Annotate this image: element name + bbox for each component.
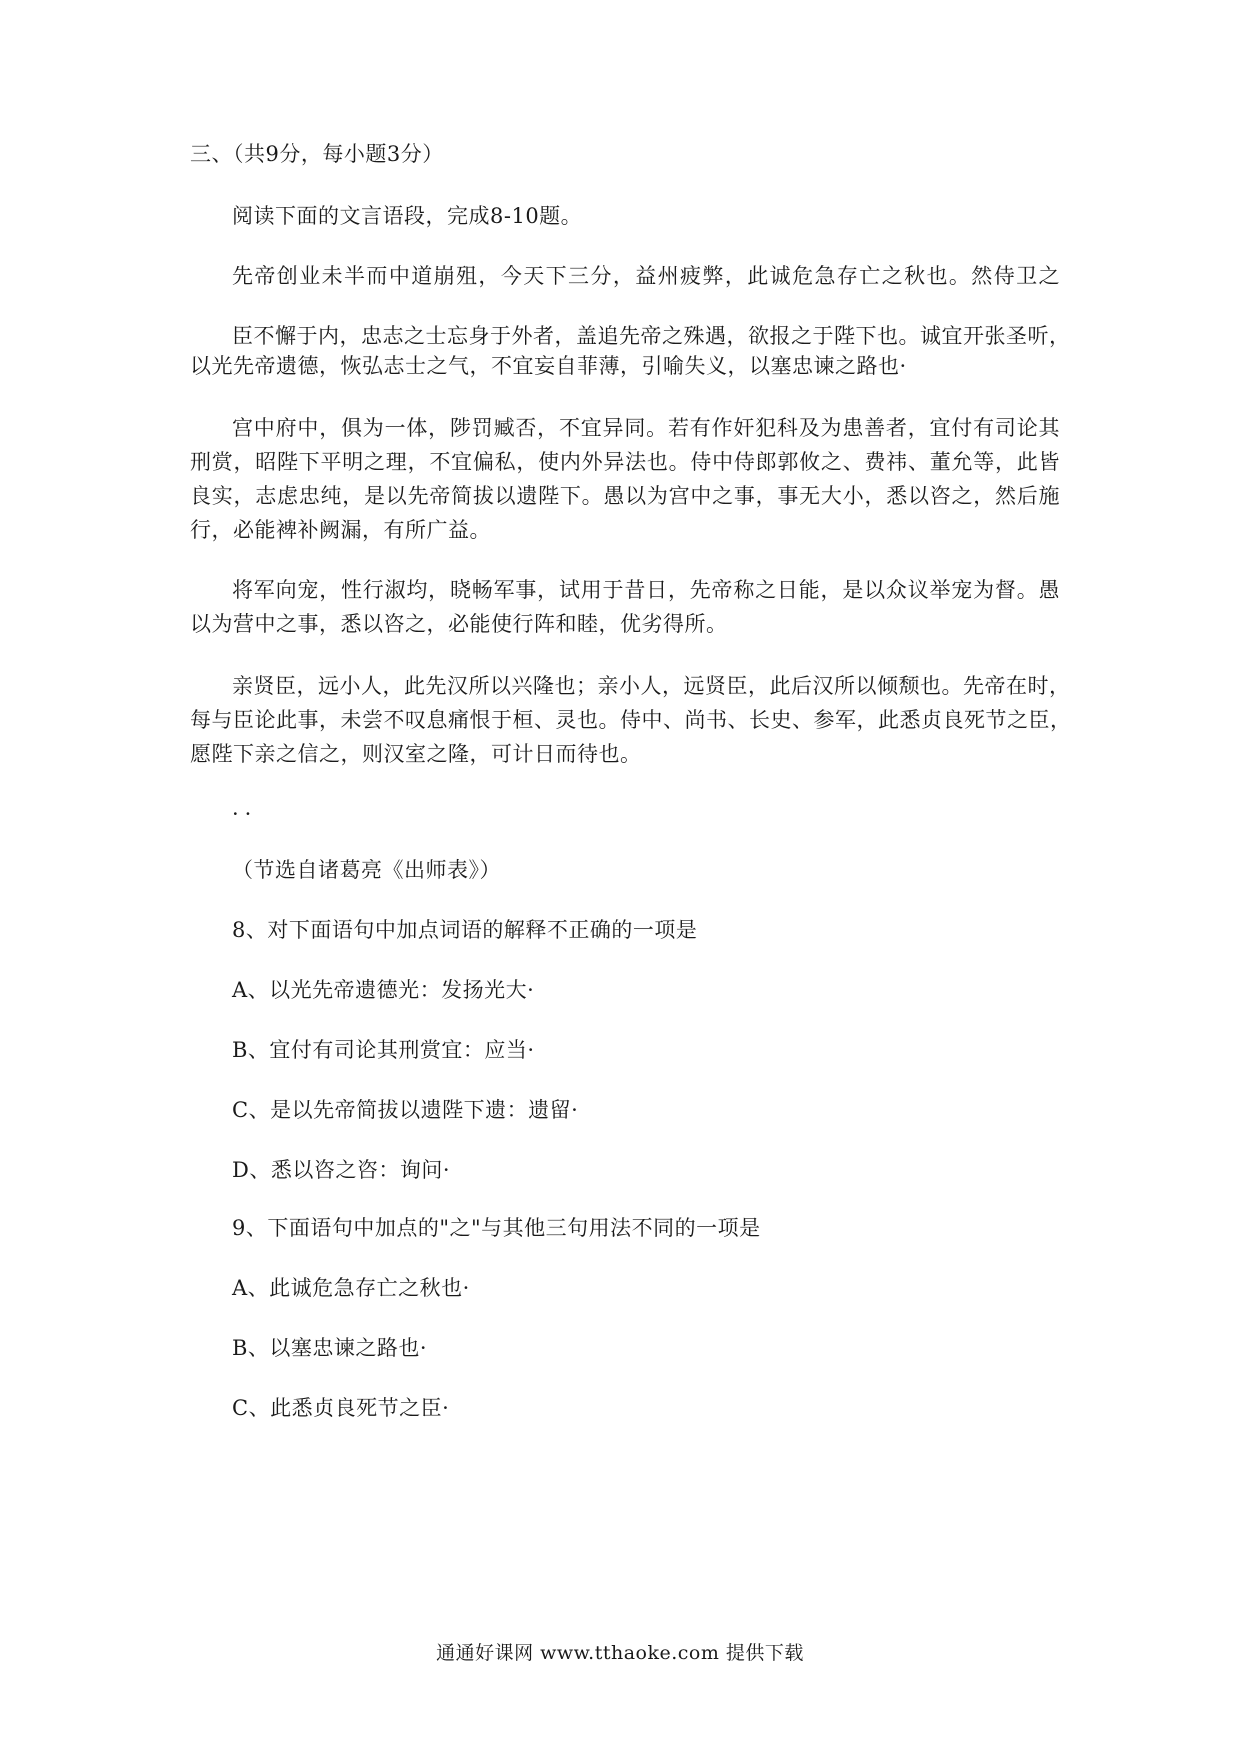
passage-line: 宫中府中，俱为一体，陟罚臧否，不宜异同。若有作奸犯科及为患善者，宜付有司论其 xyxy=(232,416,1060,440)
question-9-option-a: A、此诚危急存亡之秋也· xyxy=(232,1276,470,1300)
passage-line: 每与臣论此事，未尝不叹息痛恨于桓、灵也。侍中、尚书、长史、参军，此悉贞良死节之臣， xyxy=(190,708,1072,732)
question-8-option-d: D、悉以咨之咨：询问· xyxy=(232,1158,451,1182)
question-8-option-c: C、是以先帝简拔以遗陛下遗：遗留· xyxy=(232,1098,579,1122)
passage-line: 亲贤臣，远小人，此先汉所以兴隆也；亲小人，远贤臣，此后汉所以倾颓也。先帝在时， xyxy=(232,674,1071,698)
passage-line: 以为营中之事，悉以咨之，必能使行阵和睦，优劣得所。 xyxy=(190,612,728,636)
passage-line: 将军向宠，性行淑均，晓畅军事，试用于昔日，先帝称之日能，是以众议举宠为督。愚 xyxy=(232,578,1060,602)
page-footer: 通通好课网 www.tthaoke.com 提供下载 xyxy=(436,1642,804,1664)
question-8-stem: 8、对下面语句中加点词语的解释不正确的一项是 xyxy=(232,918,698,942)
question-9-option-b: B、以塞忠谏之路也· xyxy=(232,1336,428,1360)
question-8-option-b: B、宜付有司论其刑赏宜：应当· xyxy=(232,1038,535,1062)
passage-line: 良实，志虑忠纯，是以先帝简拔以遗陛下。愚以为宫中之事，事无大小，悉以咨之，然后施 xyxy=(190,484,1060,508)
passage-line: 愿陛下亲之信之，则汉室之隆，可计日而待也。 xyxy=(190,742,642,766)
passage-source: （节选自诸葛亮《出师表》） xyxy=(232,858,501,882)
passage-line: 先帝创业未半而中道崩殂，今天下三分，益州疲弊，此诚危急存亡之秋也。然侍卫之 xyxy=(232,264,1060,288)
passage-line: 以光先帝遗德，恢弘志士之气，不宜妄自菲薄，引喻失义，以塞忠谏之路也· xyxy=(190,354,907,378)
question-8-option-a: A、以光先帝遗德光：发扬光大· xyxy=(232,978,535,1002)
question-9-option-c: C、此悉贞良死节之臣· xyxy=(232,1396,450,1420)
question-9-stem: 9、下面语句中加点的"之"与其他三句用法不同的一项是 xyxy=(232,1216,761,1240)
passage-line: 行，必能裨补阙漏，有所广益。 xyxy=(190,518,491,542)
section-header: 三、（共9分，每小题3分） xyxy=(190,142,444,166)
passage-line: 臣不懈于内，忠志之士忘身于外者，盖追先帝之殊遇，欲报之于陛下也。诚宜开张圣听， xyxy=(232,324,1071,348)
emphasis-dots: ·· xyxy=(232,802,258,826)
instruction: 阅读下面的文言语段，完成8-10题。 xyxy=(232,204,583,228)
passage-line: 刑赏，昭陛下平明之理，不宜偏私，使内外异法也。侍中侍郎郭攸之、费祎、董允等，此皆 xyxy=(190,450,1060,474)
